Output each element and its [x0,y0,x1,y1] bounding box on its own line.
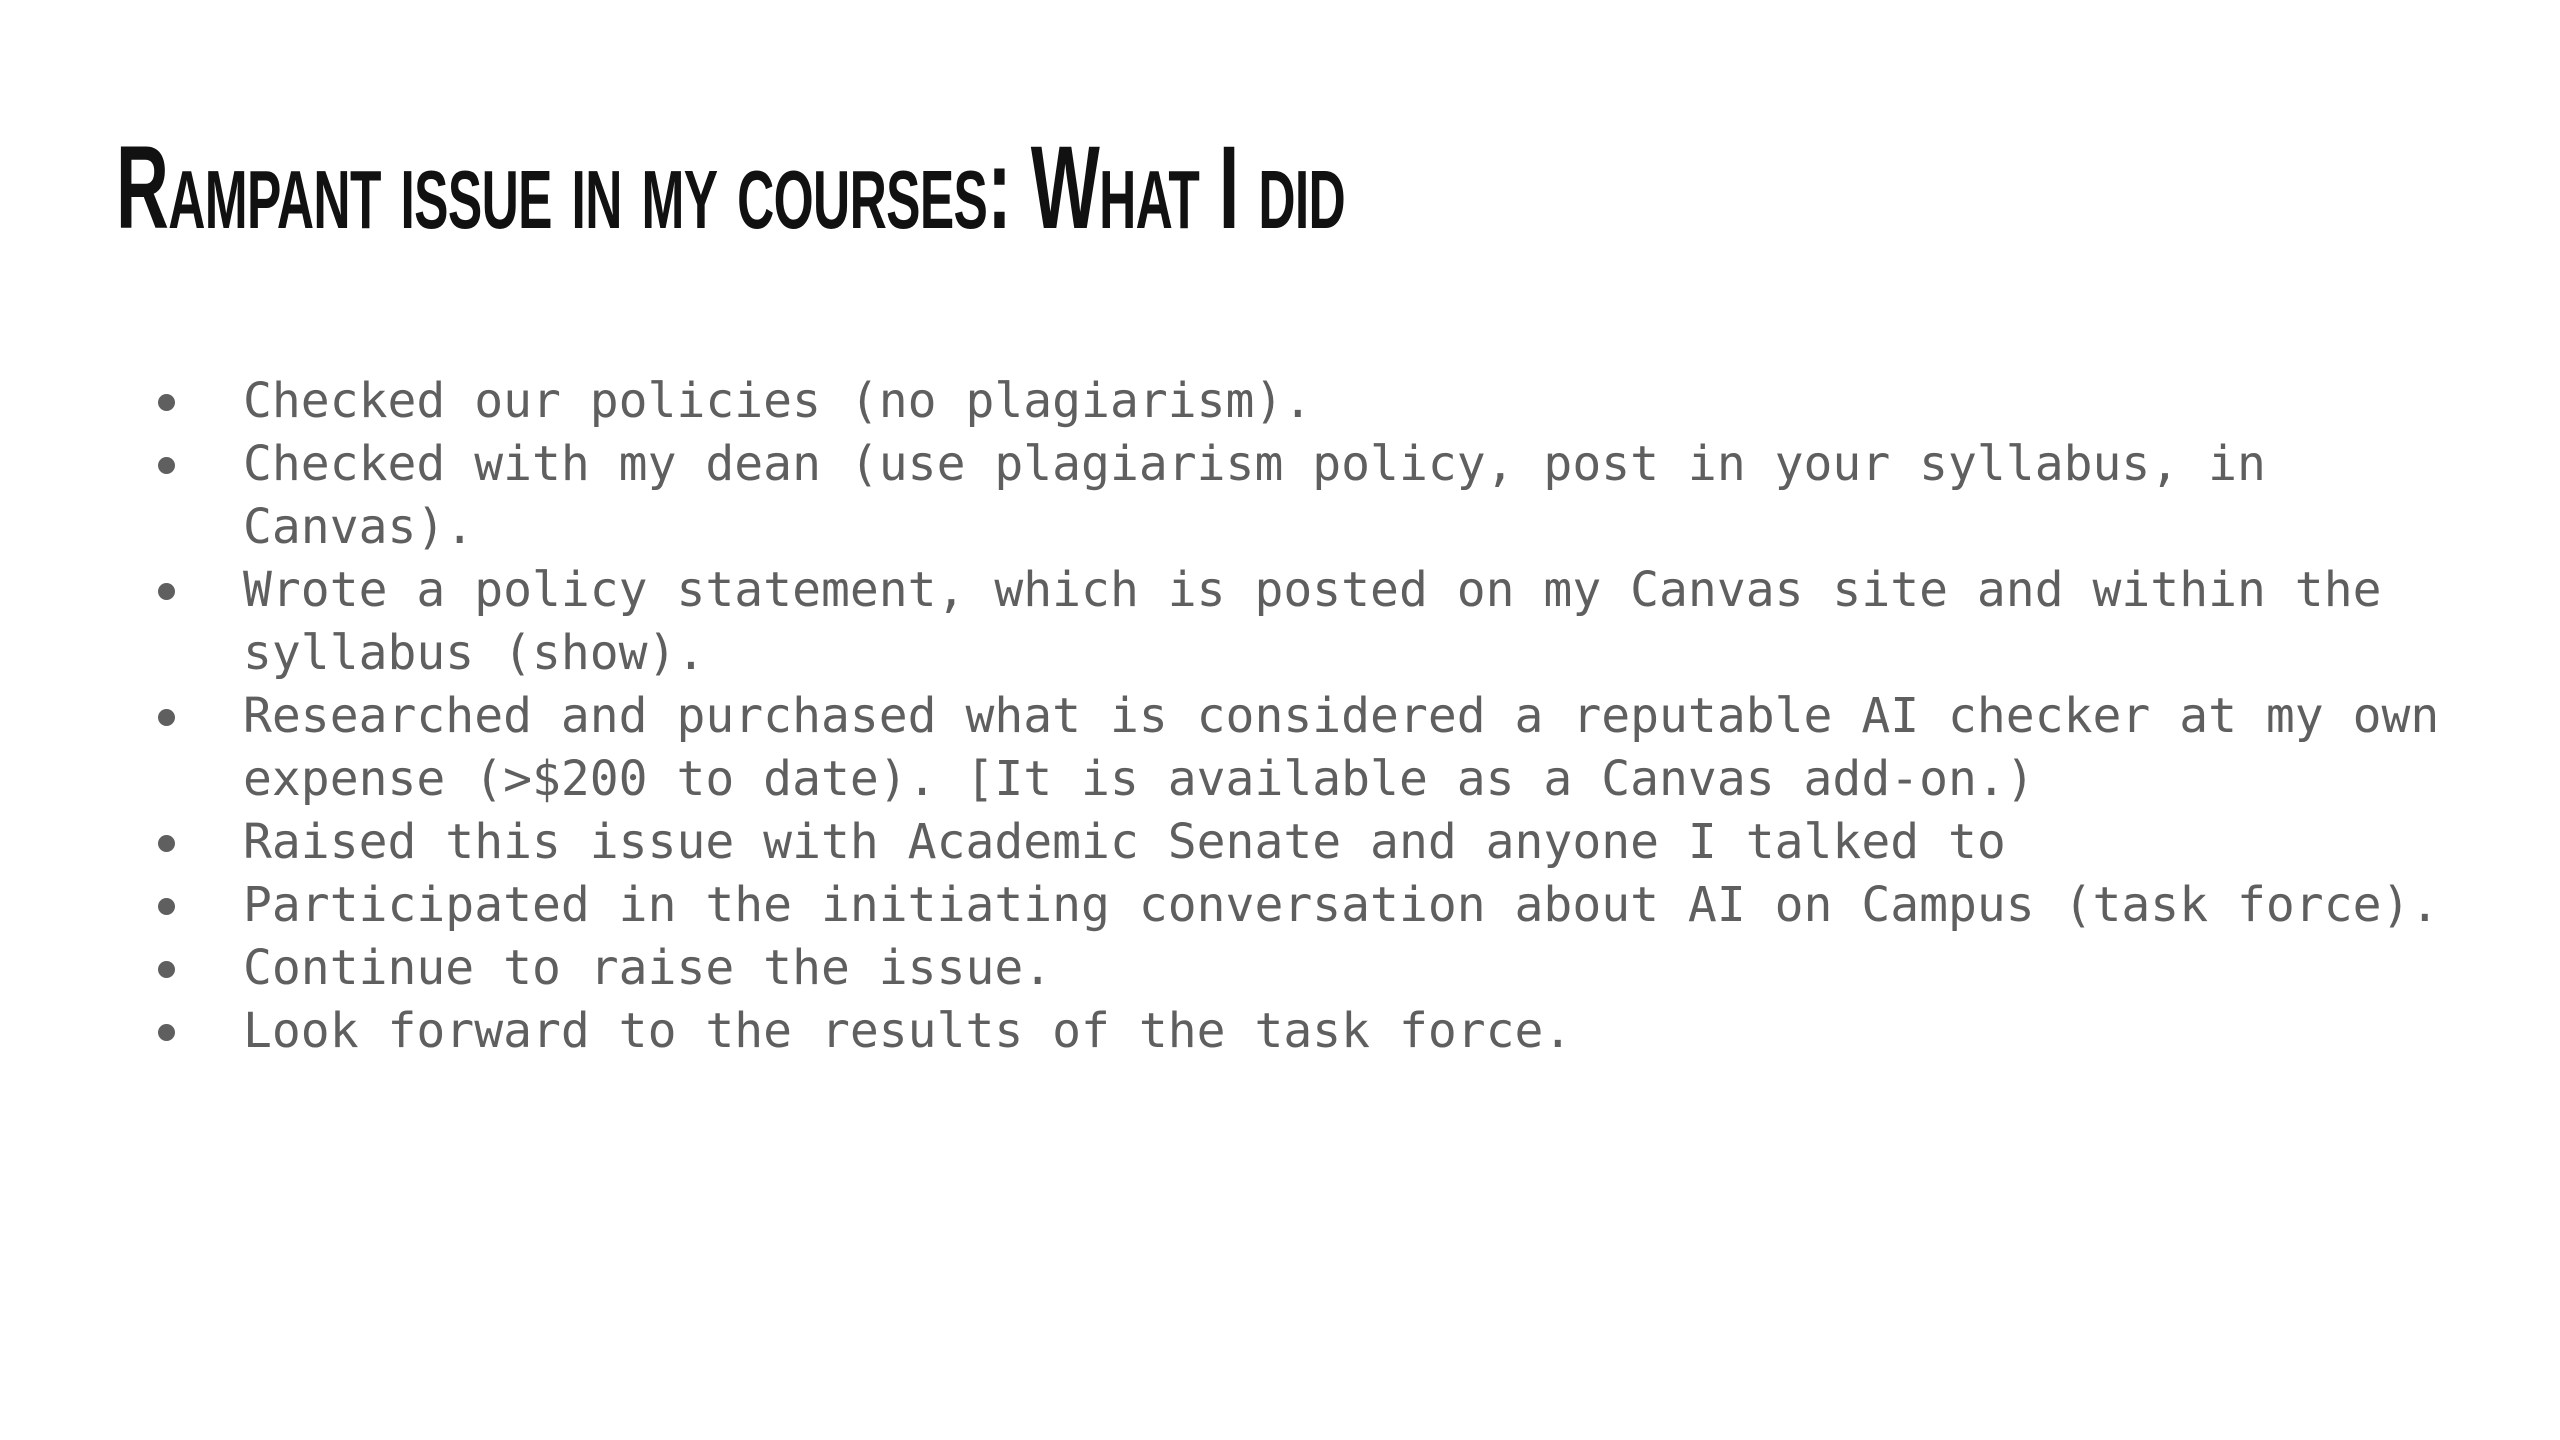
bullet-text: Raised this issue with Academic Senate and anyone I talked to [243,814,2006,870]
bullet-item [150,433,2480,559]
bullet-item [150,370,2480,433]
bullet-text: Checked with my dean (use plagiarism policy, post in your syllabus, in Canvas). [243,436,2266,555]
bullet-dot-icon [158,961,175,978]
bullet-item [150,811,2480,874]
bullet-item [150,559,2480,685]
bullet-item [150,685,2480,811]
bullet-text: Researched and purchased what is considered a reputable AI checker at my own expense (>$200 to date). [It is available as a Canvas add-on.) [243,688,2440,807]
bullet-dot-icon [158,898,175,915]
bullet-list [150,370,2480,1063]
bullet-dot-icon [158,583,175,600]
slide-title: Rampant issue in my courses: What I did [116,122,1346,254]
bullet-dot-icon [158,457,175,474]
bullet-item [150,937,2480,1000]
bullet-dot-icon [158,1024,175,1041]
bullet-dot-icon [158,835,175,852]
bullet-item [150,1000,2480,1063]
bullet-text: Look forward to the results of the task force. [243,1003,1573,1059]
bullet-item [150,874,2480,937]
bullet-text: Wrote a policy statement, which is posted on my Canvas site and within the syllabus (show). [243,562,2382,681]
bullet-text: Continue to raise the issue. [243,940,1053,996]
bullet-dot-icon [158,709,175,726]
bullet-dot-icon [158,394,175,411]
bullet-text: Participated in the initiating conversation about AI on Campus (task force). [243,877,2440,933]
bullet-text: Checked our policies (no plagiarism). [243,373,1313,429]
